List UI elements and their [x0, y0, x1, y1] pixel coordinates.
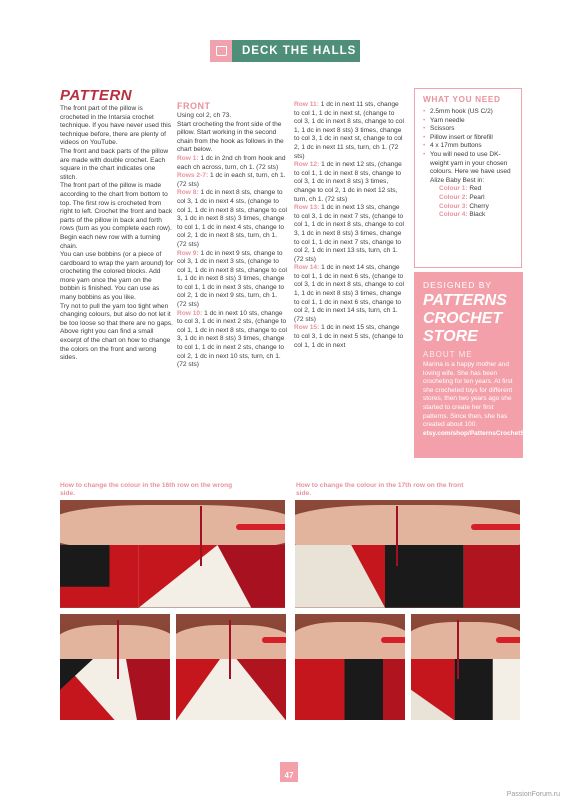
- pattern-column: [60, 88, 173, 363]
- colour-label: Colour 3:: [439, 202, 468, 210]
- row-label: Row 11:: [294, 101, 319, 108]
- list-item: • Scissors: [423, 125, 517, 134]
- knit-sample: [295, 545, 520, 608]
- row-instruction: [294, 264, 404, 324]
- section-title: DECK THE HALLS: [242, 45, 357, 57]
- colour-item: [423, 203, 517, 212]
- list-item: • Pillow insert or fibrefill: [423, 134, 517, 143]
- row-instruction: [294, 161, 404, 204]
- colour-label: Colour 4:: [439, 211, 468, 219]
- colour-item: [423, 211, 517, 220]
- what-you-need-box: [414, 88, 522, 268]
- photo-wrong-side-large: [60, 500, 285, 608]
- photo-wrong-side-step-1: [60, 614, 170, 720]
- row-instruction: [177, 189, 287, 249]
- row-instruction: [177, 172, 287, 189]
- pattern-heading: PATTERN: [60, 87, 133, 104]
- row-label: Row 12:: [294, 161, 320, 169]
- pattern-paragraph: The front and back parts of the pillow are made with double crochet. Each square in the chart indicates one stitch.: [60, 147, 169, 181]
- knit-sample: [295, 659, 405, 720]
- pattern-paragraph: You can use bobbins (or a piece of cardboard to wrap the yarn around) for crocheting the colored blocks. Add more yarn once the yarn on the bobbin is finished. You can use as many bobbins as you like.: [60, 251, 173, 302]
- photo-front-side-step-1: [295, 614, 405, 720]
- row-label: Row 14:: [294, 264, 320, 272]
- designed-by-label: DESIGNED BY: [423, 280, 493, 290]
- shop-link[interactable]: etsy.com/shop/PatternsCrochetStore: [423, 429, 538, 437]
- about-me-heading: ABOUT ME: [423, 350, 473, 359]
- knit-sample: [411, 659, 520, 720]
- list-item: • 2.5mm hook (US C/2): [423, 108, 517, 117]
- pattern-paragraph: Above right you can find a small excerpt of the chart on how to change the colors on the front and wrong sides.: [60, 328, 171, 362]
- bio-text: Marina is a happy mother and loving wife. She has been crocheting for ten years. At first she crocheted toys for different stores, then two years ago she started to create her first patterns. Since then, she has created about 100.: [423, 361, 513, 429]
- what-you-need-heading: WHAT YOU NEED: [423, 94, 501, 104]
- front-intro-2: Start crocheting the front side of the pillow. Start working in the second chain from the hook as follows in the chart below.: [177, 120, 284, 154]
- row-label: Row 9:: [177, 249, 199, 257]
- pattern-paragraph: Try not to pull the yarn too tight when changing colours, but also do not let it be too loose so that there are no gaps.: [60, 302, 173, 327]
- row-instruction: [177, 155, 287, 172]
- row-instruction: [294, 101, 404, 161]
- colour-name: Red: [467, 185, 482, 193]
- row-text: 1 dc in next 14 sts, change to col 1, 1 dc in next 6 sts, (change to col 3, 1 dc in next 8 sts, change to col 1, 1 dc in next 8 sts) 3 times, change to col 1, 1 dc in next 6 sts, change to col 2, 1 dc in next 14 sts, turn, ch 1. (72 sts): [294, 264, 404, 323]
- row-text: 1 dc in next 12 sts, (change to col 1, 1 dc in next 8 sts, change to col 3, 1 dc in next 8 sts) 3 times, change to col 2, 1 dc in next 12 sts, turn, ch 1. (72 sts): [294, 161, 402, 203]
- row-text: 1 dc in next 11 sts, change to col 1, 1 dc in next st, (change to col 3, 1 dc in next 8 sts, change to col 1, 1 dc in next 8 sts) 3 times, change to col 3, 1 dc in next st, change to col 2, 1 dc in next 11 sts, turn, ch 1. (72 sts): [294, 101, 404, 160]
- knit-sample: [60, 659, 170, 720]
- row-label: Rows 2-7:: [177, 172, 209, 180]
- pattern-paragraph: The front part of the pillow is made according to the chart from bottom to top. The first row is crocheted from right to left. Crochet the front and back parts of the pillow in back and forth rows (turn as you complete each row).: [60, 182, 173, 233]
- list-item: • 4 x 17mm buttons: [423, 142, 517, 151]
- front-heading: FRONT: [177, 101, 211, 111]
- front-column: [177, 101, 287, 370]
- row-text: 1 dc in next 15 sts, change to col 3, 1 dc in next 5 sts, (change to col 1, 1 dc in next: [294, 324, 404, 349]
- designer-bio: [423, 361, 538, 438]
- row-instruction: [294, 324, 404, 350]
- designer-panel: [414, 272, 538, 458]
- colour-item: [423, 194, 517, 203]
- list-item: • Yarn needle: [423, 117, 517, 126]
- row-text: 1 dc in each st, turn, ch 1. (72 sts): [177, 172, 286, 188]
- knit-sample: [60, 545, 285, 608]
- front-column-continued: [294, 101, 404, 350]
- page-number: 47: [280, 762, 298, 782]
- row-text: 1 dc in next 13 sts, change to col 3, 1 dc in next 7 sts, (change to col 1, 1 dc in next 8 sts, change to col 3, 1 dc in next 8 sts) 3 times, change to col 1, 1 dc in next 7 sts, change to col 2, 1 dc in next 13 sts, turn, ch 1. (72 sts): [294, 204, 404, 263]
- mug-icon: [210, 40, 232, 62]
- materials-list: [415, 108, 521, 220]
- row-text: 1 dc in next 9 sts, change to col 3, 1 dc in next 3 sts, (change to col 1, 1 dc in next 8 sts, change to col 1, 1 dc in next 8 sts) 3 times, change to col 1, 1 dc in next 3 sts, change to col 2, 1 dc in next 9 sts, turn, ch 1. (72 sts): [177, 249, 287, 309]
- row-instruction: [177, 310, 287, 370]
- row-label: Row 15:: [294, 324, 320, 332]
- pattern-paragraph: Begin each new row with a turning chain.: [60, 233, 161, 250]
- photo-front-side-large: [295, 500, 520, 608]
- row-label: Row 10:: [177, 309, 203, 317]
- section-banner: [210, 40, 360, 62]
- caption-wrong-side: How to change the colour in the 16th row on the wrong side.: [60, 482, 233, 498]
- watermark: PassionForum.ru: [506, 791, 560, 798]
- designer-store-name: PATTERNS CROCHET STORE: [423, 292, 507, 345]
- row-text: 1 dc in next 10 sts, change to col 3, 1 dc in next 2 sts, (change to col 1, 1 dc in next 8 sts, change to col 3, 1 dc in next 8 sts) 3 times, change to col 1, 1 dc in next 2 sts, change to col 2, 1 dc in next 10 sts, turn, ch 1. (72 sts): [177, 309, 287, 369]
- pattern-paragraph: The front part of the pillow is crocheted in the Intarsia crochet technique. If you have never used this technique before, there are plenty of videos on YouTube.: [60, 105, 172, 147]
- row-text: 1 dc in next 8 sts, change to col 3, 1 dc in next 4 sts, (change to col 1, 1 dc in next 8 sts, change to col 3, 1 dc in next 8 sts) 3 times, change to col 1, 1 dc in next 4 sts, change to col 2, 1 dc in next 8 sts, turn, ch 1. (72 sts): [177, 189, 287, 248]
- colour-name: Pearl: [467, 193, 485, 201]
- row-instruction: [294, 204, 404, 264]
- photo-front-side-step-2: [411, 614, 520, 720]
- caption-front-side: How to change the colour in the 17th row on the front side.: [296, 482, 464, 498]
- row-instruction: [177, 250, 287, 310]
- list-item: • You will need to use DK-weight yarn in your chosen colours. Here we have used Alize Baby Best in:: [423, 151, 517, 185]
- row-label: Row 1:: [177, 154, 199, 162]
- colour-label: Colour 2:: [439, 193, 468, 201]
- row-text: 1 dc in 2nd ch from hook and each ch across, turn, ch 1. (72 sts): [177, 154, 286, 171]
- photo-wrong-side-step-2: [176, 614, 286, 720]
- colour-name: Cherry: [467, 202, 489, 210]
- colour-label: Colour 1:: [439, 185, 468, 193]
- row-label: Row 13:: [294, 204, 320, 212]
- knit-sample: [176, 659, 286, 720]
- row-label: Row 8:: [177, 189, 199, 197]
- colour-name: Black: [467, 211, 486, 219]
- colour-item: [423, 185, 517, 194]
- front-intro: Using col 2, ch 73.: [177, 112, 232, 119]
